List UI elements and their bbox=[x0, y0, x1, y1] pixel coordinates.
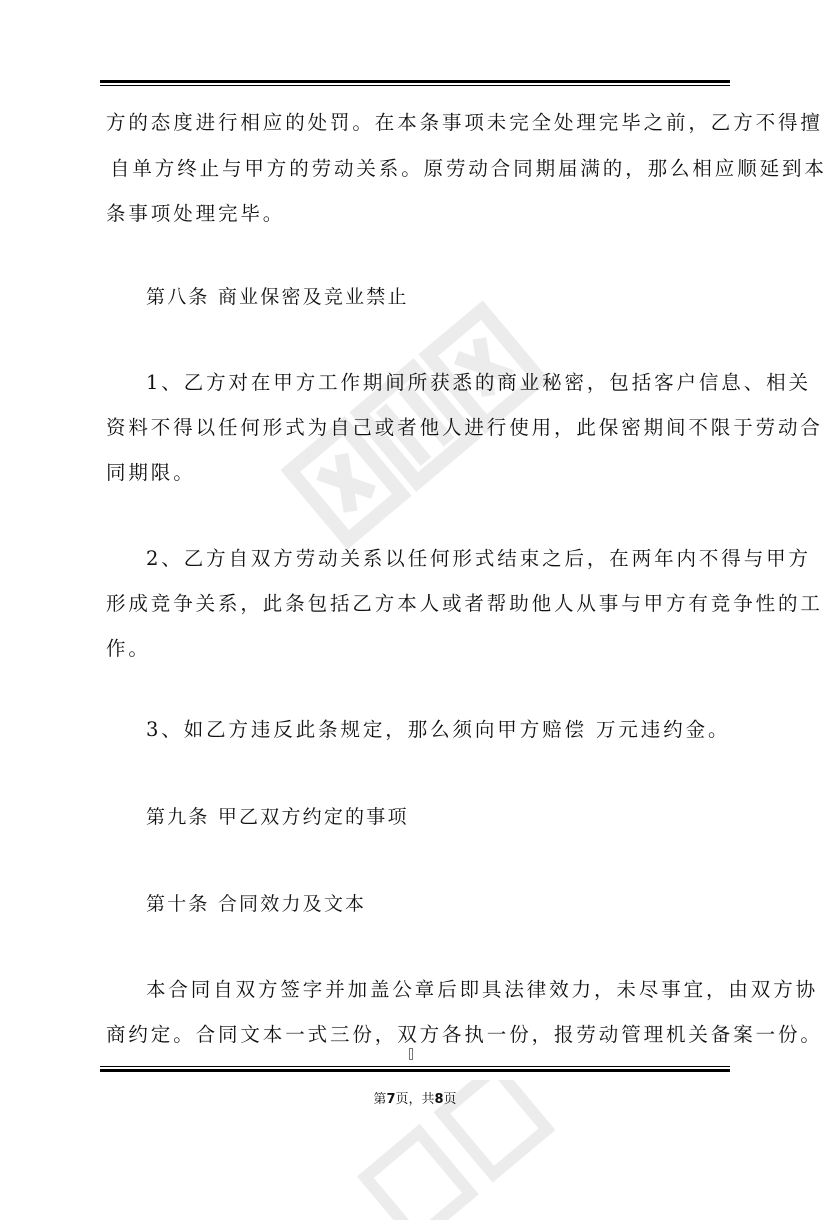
footer-rule-thick bbox=[100, 1069, 730, 1072]
page-number-suffix: 页 bbox=[443, 1092, 457, 1107]
paragraph-line: 条事项处理完毕。 bbox=[106, 202, 286, 225]
article-10-title: 第十条 合同效力及文本 bbox=[146, 893, 367, 915]
article-10-body-line: 商约定。合同文本一式三份，双方各执一份，报劳动管理机关备案一份。 bbox=[106, 1023, 823, 1046]
header-rule-thin bbox=[100, 85, 730, 86]
article-8-title: 第八条 商业保密及竞业禁止 bbox=[146, 286, 409, 308]
article-8-item-1-line: 1、乙方对在甲方工作期间所获悉的商业秘密，包括客户信息、相关 bbox=[146, 371, 811, 394]
article-8-item-2-line: 2、乙方自双方劳动关系以任何形式结束之后，在两年内不得与甲方 bbox=[146, 547, 811, 570]
page-number-total: 8 bbox=[434, 1092, 444, 1107]
page-number-prefix: 第 bbox=[373, 1092, 387, 1107]
page-number-current: 7 bbox=[386, 1092, 396, 1107]
article-8-item-1-line: 资料不得以任何形式为自己或者他人进行使用，此保密期间不限于劳动合 bbox=[106, 416, 823, 439]
header-rule-thick bbox=[100, 80, 730, 83]
paragraph-line: 方的态度进行相应的处罚。在本条事项未完全处理完毕之前，乙方不得擅 bbox=[106, 111, 823, 134]
article-8-item-3: 3、如乙方违反此条规定，那么须向甲方赔偿 万元违约金。 bbox=[146, 718, 731, 741]
article-8-item-1-line: 同期限。 bbox=[106, 461, 196, 484]
article-10-body-line: 本合同自双方签字并加盖公章后即具法律效力，未尽事宜，由双方协 bbox=[146, 978, 819, 1001]
page-number-middle: 页，共 bbox=[395, 1092, 435, 1107]
article-8-item-2-line: 作。 bbox=[106, 637, 151, 660]
article-9-title: 第九条 甲乙双方约定的事项 bbox=[146, 806, 409, 828]
page-number bbox=[0, 1090, 830, 1110]
footer-rule-thin bbox=[100, 1066, 730, 1067]
paragraph-mark-icon bbox=[409, 1048, 413, 1060]
article-8-item-2-line: 形成竞争关系，此条包括乙方本人或者帮助他人从事与甲方有竞争性的工 bbox=[106, 592, 823, 615]
paragraph-line: 自单方终止与甲方的劳动关系。原劳动合同期届满的，那么相应顺延到本 bbox=[110, 157, 827, 180]
